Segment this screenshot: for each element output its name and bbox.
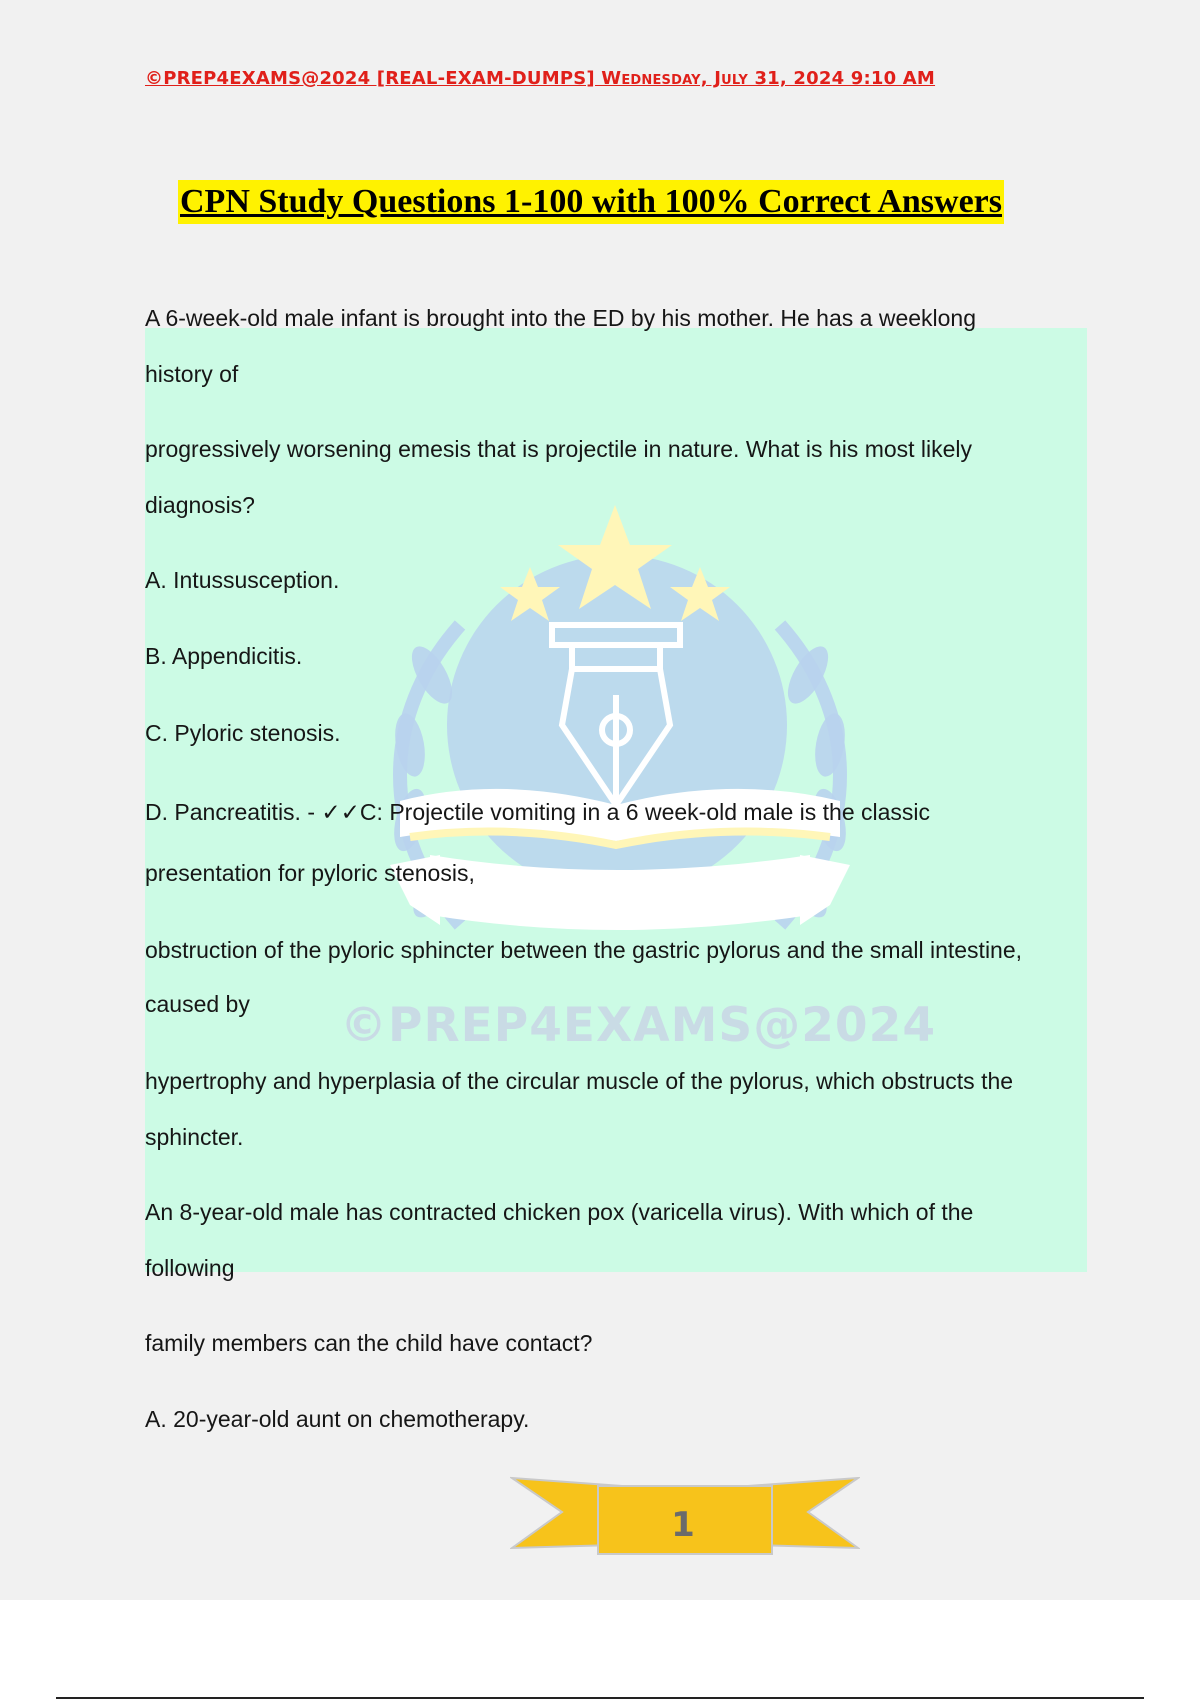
watermark-logo-icon <box>340 505 900 1065</box>
text-line: following <box>145 1255 235 1281</box>
page-header: ©PREP4EXAMS@2024 [REAL-EXAM-DUMPS] Wednesday, July 31, 2024 9:10 AM <box>145 68 936 89</box>
answer-option: A. Intussusception. <box>145 567 340 593</box>
answer-option: A. 20-year-old aunt on chemotherapy. <box>145 1406 530 1432</box>
answer-option: B. Appendicitis. <box>145 643 303 669</box>
text-line: A 6-week-old male infant is brought into the ED by his mother. He has a weeklong <box>145 305 977 331</box>
text-line: An 8-year-old male has contracted chicken pox (varicella virus). With which of the <box>145 1199 974 1225</box>
page-number: 1 <box>671 1505 695 1545</box>
watermark-text: ©PREP4EXAMS@2024 <box>340 998 937 1053</box>
document-title: CPN Study Questions 1-100 with 100% Correct Answers <box>178 180 1004 224</box>
text-line: sphincter. <box>145 1124 244 1150</box>
footer-rule <box>56 1697 1144 1699</box>
text-line: family members can the child have contact? <box>145 1330 593 1356</box>
text-line: obstruction of the pyloric sphincter between the gastric pylorus and the small intestine, <box>145 937 1023 963</box>
answer-option: C. Pyloric stenosis. <box>145 720 341 746</box>
text-line: diagnosis? <box>145 492 255 518</box>
text-line: presentation for pyloric stenosis, <box>145 860 475 886</box>
text-line: progressively worsening emesis that is projectile in nature. What is his most likely <box>145 436 973 462</box>
text-line: caused by <box>145 991 250 1017</box>
answer-option: D. Pancreatitis. - ✓✓C: Projectile vomiting in a 6 week-old male is the classic <box>145 799 931 825</box>
text-line: hypertrophy and hyperplasia of the circular muscle of the pylorus, which obstructs the <box>145 1068 1014 1094</box>
text-line: history of <box>145 361 239 387</box>
